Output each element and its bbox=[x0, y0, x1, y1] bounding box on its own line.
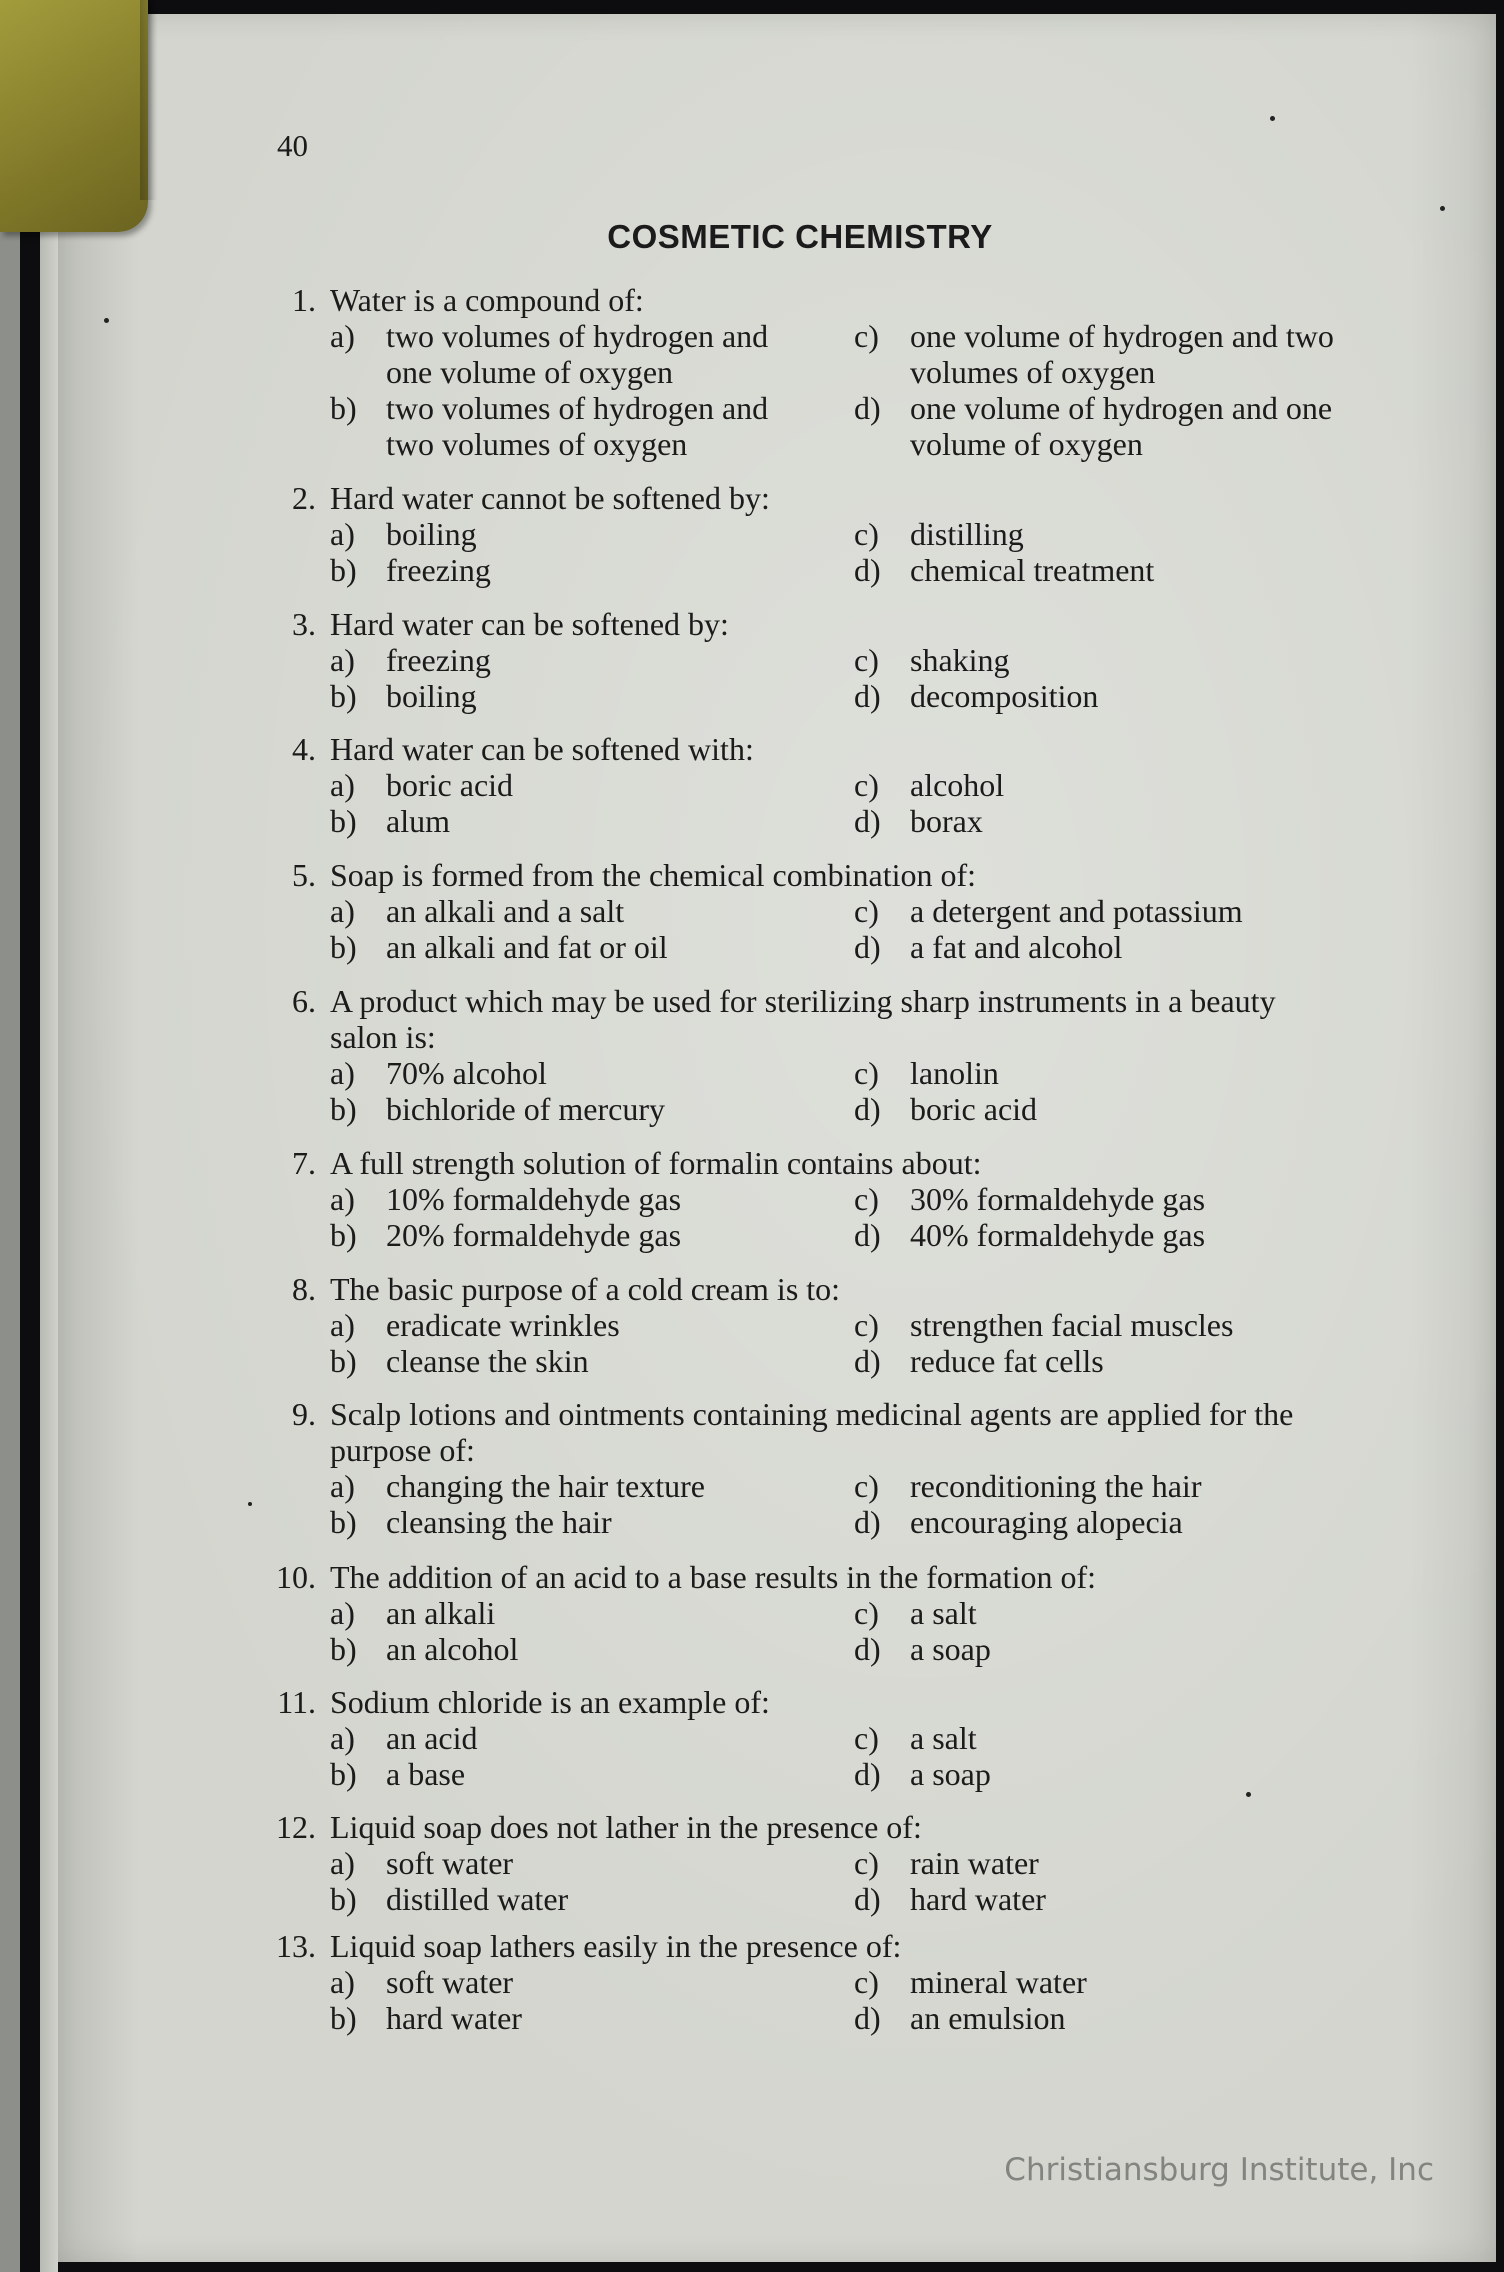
option-b bbox=[330, 1631, 518, 1667]
question-stem bbox=[262, 1145, 1362, 1181]
option-letter: d) bbox=[854, 552, 881, 588]
cover-corner bbox=[0, 0, 148, 232]
question-number: 12. bbox=[276, 1809, 316, 1845]
question-stem bbox=[262, 282, 1362, 318]
option-letter: c) bbox=[854, 1181, 879, 1217]
option-d bbox=[854, 929, 1122, 965]
option-text: chemical treatment bbox=[910, 552, 1155, 588]
question-number: 5. bbox=[292, 857, 316, 893]
option-text: two volumes of hydrogen and two volumes of oxygen bbox=[386, 390, 769, 462]
option-text: lanolin bbox=[910, 1055, 999, 1091]
options bbox=[330, 318, 1362, 462]
options bbox=[330, 1964, 1362, 2036]
option-text: an alkali bbox=[386, 1595, 496, 1631]
option-a bbox=[330, 1181, 681, 1217]
watermark-text: Christiansburg Institute, Inc bbox=[1004, 2152, 1434, 2188]
option-b bbox=[330, 1217, 681, 1253]
options bbox=[330, 1845, 1362, 1917]
option-c bbox=[854, 1181, 1205, 1217]
option-letter: c) bbox=[854, 1307, 879, 1343]
option-letter: b) bbox=[330, 552, 357, 588]
option-d bbox=[854, 803, 983, 839]
option-b bbox=[330, 1504, 612, 1540]
option-text: alum bbox=[386, 803, 450, 839]
speck bbox=[248, 1502, 252, 1506]
speck bbox=[1246, 1792, 1251, 1797]
option-letter: b) bbox=[330, 929, 357, 965]
option-a bbox=[330, 1845, 513, 1881]
option-d bbox=[854, 1091, 1037, 1127]
binding-edge bbox=[0, 0, 20, 2272]
question-stem bbox=[262, 983, 1362, 1055]
option-letter: c) bbox=[854, 1468, 879, 1504]
option-letter: d) bbox=[854, 1881, 881, 1917]
option-text: cleanse the skin bbox=[386, 1343, 589, 1379]
option-c bbox=[854, 1595, 977, 1631]
option-letter: a) bbox=[330, 767, 355, 803]
option-text: soft water bbox=[386, 1964, 514, 2000]
question-number: 10. bbox=[276, 1559, 316, 1595]
option-letter: b) bbox=[330, 1217, 357, 1253]
option-letter: d) bbox=[854, 678, 881, 714]
option-letter: c) bbox=[854, 1845, 879, 1881]
option-c bbox=[854, 1468, 1201, 1504]
question-number: 9. bbox=[292, 1396, 316, 1432]
option-letter: c) bbox=[854, 1595, 879, 1631]
option-text: freezing bbox=[386, 552, 491, 588]
question-text: Water is a compound of: bbox=[330, 282, 644, 318]
option-text: a soap bbox=[910, 1756, 991, 1792]
option-letter: d) bbox=[854, 2000, 881, 2036]
option-letter: a) bbox=[330, 1595, 355, 1631]
option-d bbox=[854, 2000, 1066, 2036]
speck bbox=[1440, 206, 1445, 211]
option-text: shaking bbox=[910, 642, 1010, 678]
question-number: 2. bbox=[292, 480, 316, 516]
question-stem bbox=[262, 1928, 1362, 1964]
question-7 bbox=[262, 1145, 1362, 1253]
option-text: decomposition bbox=[910, 678, 1099, 714]
page-fold bbox=[40, 180, 58, 2272]
option-text: hard water bbox=[910, 1881, 1046, 1917]
page-title: COSMETIC CHEMISTRY bbox=[607, 218, 993, 255]
question-text: Liquid soap does not lather in the presence of: bbox=[330, 1809, 922, 1845]
question-number: 1. bbox=[292, 282, 316, 318]
option-text: an emulsion bbox=[910, 2000, 1066, 2036]
option-letter: a) bbox=[330, 1307, 355, 1343]
question-number: 13. bbox=[276, 1928, 316, 1964]
question-text: Sodium chloride is an example of: bbox=[330, 1684, 770, 1720]
option-text: one volume of hydrogen and two volumes of oxygen bbox=[910, 318, 1334, 390]
option-letter: b) bbox=[330, 1504, 357, 1540]
question-text: Scalp lotions and ointments containing medicinal agents are applied for the purpose of: bbox=[330, 1396, 1294, 1468]
option-text: distilling bbox=[910, 516, 1024, 552]
option-letter: a) bbox=[330, 1964, 355, 2000]
option-letter: a) bbox=[330, 893, 355, 929]
option-text: a soap bbox=[910, 1631, 991, 1667]
question-text: The addition of an acid to a base results in the formation of: bbox=[330, 1559, 1096, 1595]
option-letter: a) bbox=[330, 1720, 355, 1756]
option-letter: d) bbox=[854, 1217, 881, 1253]
option-text: hard water bbox=[386, 2000, 522, 2036]
option-d bbox=[854, 1756, 991, 1792]
question-number: 4. bbox=[292, 731, 316, 767]
option-text: 10% formaldehyde gas bbox=[386, 1181, 682, 1217]
question-stem bbox=[262, 606, 1362, 642]
option-letter: d) bbox=[854, 1504, 881, 1540]
option-text: an alcohol bbox=[386, 1631, 519, 1667]
question-1 bbox=[262, 282, 1362, 462]
option-b bbox=[330, 678, 477, 714]
option-letter: a) bbox=[330, 1845, 355, 1881]
option-b bbox=[330, 552, 491, 588]
option-text: an alkali and fat or oil bbox=[386, 929, 668, 965]
option-a bbox=[330, 767, 513, 803]
option-c bbox=[854, 318, 1370, 390]
option-letter: b) bbox=[330, 1343, 357, 1379]
options bbox=[330, 1720, 1362, 1792]
question-4 bbox=[262, 731, 1362, 839]
option-a bbox=[330, 1055, 547, 1091]
option-letter: b) bbox=[330, 803, 357, 839]
option-text: 70% alcohol bbox=[386, 1055, 547, 1091]
option-text: borax bbox=[910, 803, 983, 839]
option-letter: d) bbox=[854, 1091, 881, 1127]
option-b bbox=[330, 2000, 522, 2036]
option-letter: d) bbox=[854, 1343, 881, 1379]
option-text: boiling bbox=[386, 678, 477, 714]
option-b bbox=[330, 1343, 589, 1379]
option-text: alcohol bbox=[910, 767, 1005, 803]
option-text: rain water bbox=[910, 1845, 1039, 1881]
question-stem bbox=[262, 1271, 1362, 1307]
option-text: cleansing the hair bbox=[386, 1504, 612, 1540]
option-text: boric acid bbox=[910, 1091, 1038, 1127]
question-6 bbox=[262, 983, 1362, 1127]
question-text: Hard water can be softened by: bbox=[330, 606, 729, 642]
option-letter: c) bbox=[854, 1720, 879, 1756]
page-number: 40 bbox=[277, 128, 308, 163]
option-text: a detergent and potassium bbox=[910, 893, 1243, 929]
option-text: freezing bbox=[386, 642, 491, 678]
option-text: mineral water bbox=[910, 1964, 1087, 2000]
question-8 bbox=[262, 1271, 1362, 1379]
option-text: soft water bbox=[386, 1845, 514, 1881]
option-text: changing the hair texture bbox=[386, 1468, 705, 1504]
option-letter: a) bbox=[330, 1055, 355, 1091]
option-text: a base bbox=[386, 1756, 466, 1792]
option-letter: c) bbox=[854, 767, 879, 803]
option-text: 20% formaldehyde gas bbox=[386, 1217, 682, 1253]
option-a bbox=[330, 1595, 495, 1631]
question-stem bbox=[262, 1684, 1362, 1720]
option-text: 40% formaldehyde gas bbox=[910, 1217, 1206, 1253]
option-text: reconditioning the hair bbox=[910, 1468, 1202, 1504]
option-c bbox=[854, 1307, 1233, 1343]
option-a bbox=[330, 1468, 705, 1504]
question-11 bbox=[262, 1684, 1362, 1792]
option-a bbox=[330, 1307, 620, 1343]
question-text: Liquid soap lathers easily in the presence of: bbox=[330, 1928, 902, 1964]
question-text: Hard water can be softened with: bbox=[330, 731, 754, 767]
option-d bbox=[854, 1217, 1205, 1253]
option-a bbox=[330, 516, 477, 552]
question-text: The basic purpose of a cold cream is to: bbox=[330, 1271, 841, 1307]
option-b bbox=[330, 1091, 665, 1127]
option-letter: a) bbox=[330, 642, 355, 678]
question-stem bbox=[262, 480, 1362, 516]
option-letter: c) bbox=[854, 318, 879, 354]
question-text: Hard water cannot be softened by: bbox=[330, 480, 770, 516]
option-text: encouraging alopecia bbox=[910, 1504, 1183, 1540]
options bbox=[330, 767, 1362, 839]
option-letter: d) bbox=[854, 929, 881, 965]
option-letter: d) bbox=[854, 1756, 881, 1792]
question-13 bbox=[262, 1928, 1362, 2036]
option-a bbox=[330, 642, 491, 678]
option-d bbox=[854, 390, 1370, 462]
option-text: an alkali and a salt bbox=[386, 893, 625, 929]
question-number: 8. bbox=[292, 1271, 316, 1307]
option-text: two volumes of hydrogen and one volume of oxygen bbox=[386, 318, 769, 390]
option-c bbox=[854, 1720, 977, 1756]
question-5 bbox=[262, 857, 1362, 965]
option-text: eradicate wrinkles bbox=[386, 1307, 620, 1343]
option-text: boiling bbox=[386, 516, 477, 552]
question-10 bbox=[262, 1559, 1362, 1667]
option-text: strengthen facial muscles bbox=[910, 1307, 1234, 1343]
option-a bbox=[330, 893, 624, 929]
option-letter: b) bbox=[330, 2000, 357, 2036]
option-b bbox=[330, 929, 668, 965]
option-letter: a) bbox=[330, 318, 355, 354]
option-letter: d) bbox=[854, 1631, 881, 1667]
option-text: reduce fat cells bbox=[910, 1343, 1104, 1379]
question-3 bbox=[262, 606, 1362, 714]
option-a bbox=[330, 1720, 478, 1756]
option-letter: a) bbox=[330, 1181, 355, 1217]
question-text: Soap is formed from the chemical combination of: bbox=[330, 857, 977, 893]
options bbox=[330, 893, 1362, 965]
option-letter: c) bbox=[854, 893, 879, 929]
option-letter: a) bbox=[330, 1468, 355, 1504]
option-b bbox=[330, 1756, 465, 1792]
cover-corner-shadow bbox=[140, 0, 158, 200]
option-c bbox=[854, 1964, 1087, 2000]
option-b bbox=[330, 390, 816, 462]
question-12 bbox=[262, 1809, 1362, 1917]
option-d bbox=[854, 1343, 1104, 1379]
question-2 bbox=[262, 480, 1362, 588]
option-letter: c) bbox=[854, 642, 879, 678]
option-letter: b) bbox=[330, 1881, 357, 1917]
question-number: 7. bbox=[292, 1145, 316, 1181]
option-b bbox=[330, 1881, 568, 1917]
options bbox=[330, 516, 1362, 588]
option-letter: b) bbox=[330, 678, 357, 714]
option-c bbox=[854, 1845, 1039, 1881]
options bbox=[330, 1055, 1362, 1127]
options bbox=[330, 642, 1362, 714]
option-letter: b) bbox=[330, 390, 357, 426]
question-stem bbox=[262, 1396, 1362, 1468]
question-number: 6. bbox=[292, 983, 316, 1019]
option-d bbox=[854, 552, 1154, 588]
option-c bbox=[854, 642, 1010, 678]
option-a bbox=[330, 1964, 513, 2000]
question-text: A full strength solution of formalin contains about: bbox=[330, 1145, 982, 1181]
question-stem bbox=[262, 1559, 1362, 1595]
option-letter: d) bbox=[854, 390, 881, 426]
option-c bbox=[854, 893, 1243, 929]
option-text: boric acid bbox=[386, 767, 514, 803]
question-text: A product which may be used for sterilizing sharp instruments in a beauty salon is: bbox=[330, 983, 1276, 1055]
option-text: a fat and alcohol bbox=[910, 929, 1123, 965]
option-letter: d) bbox=[854, 803, 881, 839]
option-c bbox=[854, 1055, 999, 1091]
question-number: 3. bbox=[292, 606, 316, 642]
option-text: 30% formaldehyde gas bbox=[910, 1181, 1206, 1217]
option-c bbox=[854, 767, 1004, 803]
option-text: distilled water bbox=[386, 1881, 569, 1917]
question-stem bbox=[262, 731, 1362, 767]
option-letter: a) bbox=[330, 516, 355, 552]
speck bbox=[1270, 116, 1275, 121]
option-d bbox=[854, 1504, 1183, 1540]
option-letter: b) bbox=[330, 1631, 357, 1667]
options bbox=[330, 1468, 1362, 1540]
option-text: one volume of hydrogen and one volume of oxygen bbox=[910, 390, 1333, 462]
option-text: an acid bbox=[386, 1720, 478, 1756]
option-letter: c) bbox=[854, 1055, 879, 1091]
options bbox=[330, 1595, 1362, 1667]
option-d bbox=[854, 678, 1098, 714]
question-stem bbox=[262, 1809, 1362, 1845]
option-d bbox=[854, 1631, 991, 1667]
option-text: bichloride of mercury bbox=[386, 1091, 665, 1127]
option-letter: b) bbox=[330, 1756, 357, 1792]
options bbox=[330, 1307, 1362, 1379]
option-a bbox=[330, 318, 816, 390]
question-stem bbox=[262, 857, 1362, 893]
option-letter: b) bbox=[330, 1091, 357, 1127]
option-letter: c) bbox=[854, 1964, 879, 2000]
options bbox=[330, 1181, 1362, 1253]
option-text: a salt bbox=[910, 1595, 977, 1631]
question-9 bbox=[262, 1396, 1362, 1540]
option-b bbox=[330, 803, 450, 839]
option-d bbox=[854, 1881, 1046, 1917]
option-text: a salt bbox=[910, 1720, 977, 1756]
question-number: 11. bbox=[277, 1684, 316, 1720]
speck bbox=[104, 318, 109, 323]
option-c bbox=[854, 516, 1024, 552]
option-letter: c) bbox=[854, 516, 879, 552]
